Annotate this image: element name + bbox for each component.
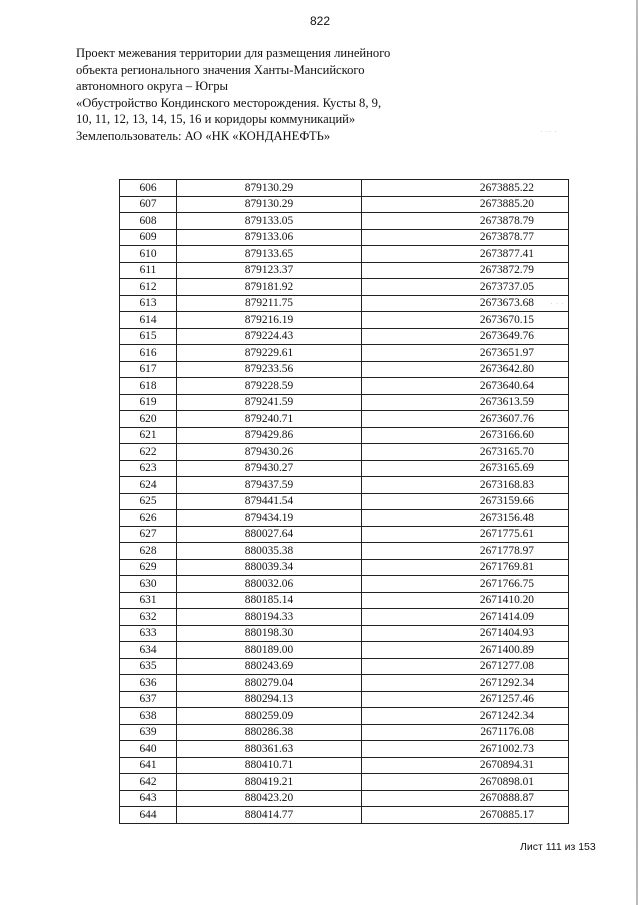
x-coordinate-cell: 880361.63 [177,741,362,758]
y-coordinate-cell: 2671257.46 [362,691,569,708]
table-row [120,559,569,576]
header-line: автономного округа – Югры [76,79,229,94]
table-row [120,328,569,345]
y-coordinate-cell: 2673670.15 [362,312,569,329]
x-coordinate-cell: 879123.37 [177,262,362,279]
y-coordinate-cell: 2673168.83 [362,477,569,494]
table-row [120,691,569,708]
table-row [120,807,569,824]
x-coordinate-cell: 880286.38 [177,724,362,741]
point-number-cell: 619 [120,394,177,411]
point-number-cell: 641 [120,757,177,774]
x-coordinate-cell: 879130.29 [177,196,362,213]
x-coordinate-cell: 880189.00 [177,642,362,659]
point-number-cell: 607 [120,196,177,213]
y-coordinate-cell: 2671410.20 [362,592,569,609]
x-coordinate-cell: 879211.75 [177,295,362,312]
x-coordinate-cell: 879240.71 [177,411,362,428]
x-coordinate-cell: 879133.05 [177,213,362,230]
point-number-cell: 616 [120,345,177,362]
y-coordinate-cell: 2673878.79 [362,213,569,230]
x-coordinate-cell: 879441.54 [177,493,362,510]
x-coordinate-cell: 879241.59 [177,394,362,411]
point-number-cell: 622 [120,444,177,461]
x-coordinate-cell: 880419.21 [177,774,362,791]
point-number-cell: 608 [120,213,177,230]
header-line: «Обустройство Кондинского месторождения. Кусты 8, 9, [76,95,382,110]
coordinates-table [119,179,569,824]
point-number-cell: 625 [120,493,177,510]
table-row [120,576,569,593]
y-coordinate-cell: 2673737.05 [362,279,569,296]
table-row [120,394,569,411]
header-line: Проект межевания территории для размещения линейного [76,46,391,60]
table-row [120,460,569,477]
x-coordinate-cell: 879228.59 [177,378,362,395]
table-row [120,378,569,395]
table-row [120,642,569,659]
y-coordinate-cell: 2671277.08 [362,658,569,675]
y-coordinate-cell: 2673165.69 [362,460,569,477]
x-coordinate-cell: 880414.77 [177,807,362,824]
scan-artifact: · ·· · [540,126,557,136]
header-line: 10, 11, 12, 13, 14, 15, 16 и коридоры коммуникаций» [76,112,356,127]
y-coordinate-cell: 2673159.66 [362,493,569,510]
point-number-cell: 637 [120,691,177,708]
x-coordinate-cell: 879430.27 [177,460,362,477]
y-coordinate-cell: 2671778.97 [362,543,569,560]
point-number-cell: 618 [120,378,177,395]
x-coordinate-cell: 880027.64 [177,526,362,543]
table-row [120,477,569,494]
x-coordinate-cell: 880243.69 [177,658,362,675]
table-row [120,625,569,642]
y-coordinate-cell: 2671414.09 [362,609,569,626]
point-number-cell: 639 [120,724,177,741]
x-coordinate-cell: 880194.33 [177,609,362,626]
table-row [120,427,569,444]
point-number-cell: 612 [120,279,177,296]
point-number-cell: 629 [120,559,177,576]
y-coordinate-cell: 2670888.87 [362,790,569,807]
point-number-cell: 617 [120,361,177,378]
x-coordinate-cell: 879216.19 [177,312,362,329]
point-number-cell: 606 [120,180,177,197]
point-number-cell: 624 [120,477,177,494]
y-coordinate-cell: 2673649.76 [362,328,569,345]
point-number-cell: 633 [120,625,177,642]
table-row [120,526,569,543]
x-coordinate-cell: 879133.65 [177,246,362,263]
scan-edge [636,0,638,905]
document-header [76,45,406,145]
y-coordinate-cell: 2673165.70 [362,444,569,461]
x-coordinate-cell: 879233.56 [177,361,362,378]
table-row [120,592,569,609]
x-coordinate-cell: 879437.59 [177,477,362,494]
x-coordinate-cell: 879434.19 [177,510,362,527]
point-number-cell: 643 [120,790,177,807]
x-coordinate-cell: 879224.43 [177,328,362,345]
y-coordinate-cell: 2671292.34 [362,675,569,692]
table-row [120,708,569,725]
y-coordinate-cell: 2671769.81 [362,559,569,576]
table-row [120,493,569,510]
table-row [120,757,569,774]
x-coordinate-cell: 880032.06 [177,576,362,593]
y-coordinate-cell: 2673885.20 [362,196,569,213]
y-coordinate-cell: 2671400.89 [362,642,569,659]
y-coordinate-cell: 2673166.60 [362,427,569,444]
point-number-cell: 631 [120,592,177,609]
point-number-cell: 623 [120,460,177,477]
table-row [120,246,569,263]
x-coordinate-cell: 879430.26 [177,444,362,461]
point-number-cell: 636 [120,675,177,692]
table-row [120,741,569,758]
y-coordinate-cell: 2673613.59 [362,394,569,411]
table-row [120,411,569,428]
point-number-cell: 621 [120,427,177,444]
point-number-cell: 644 [120,807,177,824]
table-row [120,724,569,741]
x-coordinate-cell: 880039.34 [177,559,362,576]
y-coordinate-cell: 2671775.61 [362,526,569,543]
table-row [120,609,569,626]
y-coordinate-cell: 2673673.68 [362,295,569,312]
point-number-cell: 613 [120,295,177,312]
x-coordinate-cell: 879429.86 [177,427,362,444]
point-number-cell: 632 [120,609,177,626]
x-coordinate-cell: 879130.29 [177,180,362,197]
x-coordinate-cell: 880279.04 [177,675,362,692]
table-row [120,279,569,296]
y-coordinate-cell: 2670885.17 [362,807,569,824]
point-number-cell: 610 [120,246,177,263]
x-coordinate-cell: 880410.71 [177,757,362,774]
header-line: объекта регионального значения Ханты-Мансийского [76,62,365,77]
x-coordinate-cell: 880259.09 [177,708,362,725]
table-row [120,658,569,675]
y-coordinate-cell: 2671002.73 [362,741,569,758]
table-row [120,790,569,807]
x-coordinate-cell: 880423.20 [177,790,362,807]
y-coordinate-cell: 2671404.93 [362,625,569,642]
table-row [120,543,569,560]
point-number-cell: 642 [120,774,177,791]
table-row [120,510,569,527]
x-coordinate-cell: 879181.92 [177,279,362,296]
table-row [120,295,569,312]
y-coordinate-cell: 2673877.41 [362,246,569,263]
table-row [120,675,569,692]
y-coordinate-cell: 2671766.75 [362,576,569,593]
y-coordinate-cell: 2671176.08 [362,724,569,741]
y-coordinate-cell: 2673885.22 [362,180,569,197]
point-number-cell: 626 [120,510,177,527]
coordinates-table-body [120,180,569,824]
table-row [120,345,569,362]
point-number-cell: 615 [120,328,177,345]
x-coordinate-cell: 879133.06 [177,229,362,246]
x-coordinate-cell: 879229.61 [177,345,362,362]
table-row [120,774,569,791]
table-row [120,312,569,329]
x-coordinate-cell: 880294.13 [177,691,362,708]
x-coordinate-cell: 880198.30 [177,625,362,642]
point-number-cell: 640 [120,741,177,758]
y-coordinate-cell: 2670898.01 [362,774,569,791]
table-row [120,213,569,230]
point-number-cell: 614 [120,312,177,329]
y-coordinate-cell: 2673156.48 [362,510,569,527]
sheet-footer: Лист 111 из 153 [520,841,596,853]
y-coordinate-cell: 2673878.77 [362,229,569,246]
y-coordinate-cell: 2673607.76 [362,411,569,428]
header-line: Землепользователь: АО «НК «КОНДАНЕФТЬ» [76,128,331,143]
point-number-cell: 638 [120,708,177,725]
y-coordinate-cell: 2673651.97 [362,345,569,362]
point-number-cell: 620 [120,411,177,428]
y-coordinate-cell: 2673642.80 [362,361,569,378]
table-row [120,229,569,246]
page-number: 822 [309,14,331,28]
table-row [120,444,569,461]
y-coordinate-cell: 2670894.31 [362,757,569,774]
point-number-cell: 635 [120,658,177,675]
table-row [120,180,569,197]
y-coordinate-cell: 2673872.79 [362,262,569,279]
y-coordinate-cell: 2673640.64 [362,378,569,395]
y-coordinate-cell: 2671242.34 [362,708,569,725]
point-number-cell: 630 [120,576,177,593]
point-number-cell: 634 [120,642,177,659]
x-coordinate-cell: 880035.38 [177,543,362,560]
table-row [120,361,569,378]
x-coordinate-cell: 880185.14 [177,592,362,609]
table-row [120,196,569,213]
point-number-cell: 627 [120,526,177,543]
point-number-cell: 611 [120,262,177,279]
point-number-cell: 628 [120,543,177,560]
table-row [120,262,569,279]
point-number-cell: 609 [120,229,177,246]
scan-artifact: · · · [550,298,564,308]
